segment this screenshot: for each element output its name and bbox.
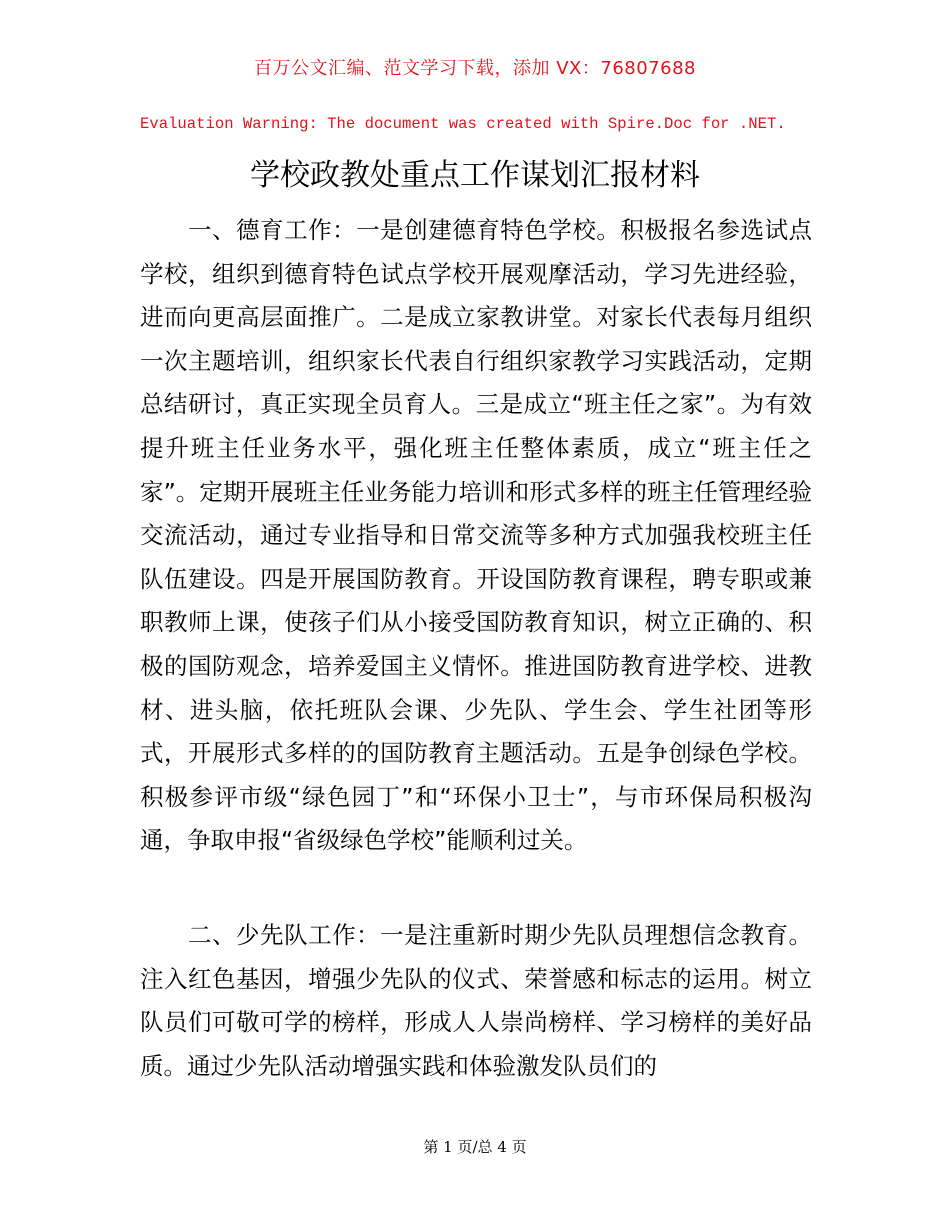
promo-banner: 百万公文汇编、范文学习下载，添加 VX：76807688 [254, 58, 696, 79]
evaluation-warning: Evaluation Warning: The document was created with Spire.Doc for .NET. [140, 115, 786, 133]
page-number-footer: 第 1 页/总 4 页 [423, 1138, 527, 1156]
paragraph-moral-education: 一、德育工作：一是创建德育特色学校。积极报名参选试点学校，组织到德育特色试点学校开展观摩活动，学习先进经验，进而向更高层面推广。二是成立家教讲堂。对家长代表每月组织一次主题培训，组织家长代表自行组织家教学习实践活动，定期总结研讨，真正实现全员育人。三是成立“班主任之家”。为有效提升班主任业务水平，强化班主任整体素质，成立“班主任之家”。定期开展班主任业务能力培训和形式多样的班主任管理经验交流活动，通过专业指导和日常交流等多种方式加强我校班主任队伍建设。四是开展国防教育。开设国防教育课程，聘专职或兼职教师上课，使孩子们从小接受国防教育知识，树立正确的、积极的国防观念，培养爱国主义情怀。推进国防教育进学校、进教材、进头脑，依托班队会课、少先队、学生会、学生社团等形式，开展形式多样的的国防教育主题活动。五是争创绿色学校。积极参评市级“绿色园丁”和“环保小卫士”，与市环保局积极沟通，争取申报“省级绿色学校”能顺利过关。 [140, 216, 812, 855]
document-title: 学校政教处重点工作谋划汇报材料 [250, 158, 700, 193]
paragraph-young-pioneers: 二、少先队工作：一是注重新时期少先队员理想信念教育。注入红色基因，增强少先队的仪式、荣誉感和标志的运用。树立队员们可敬可学的榜样，形成人人崇尚榜样、学习榜样的美好品质。通过少先队活动增强实践和体验激发队员们的 [140, 921, 812, 1080]
